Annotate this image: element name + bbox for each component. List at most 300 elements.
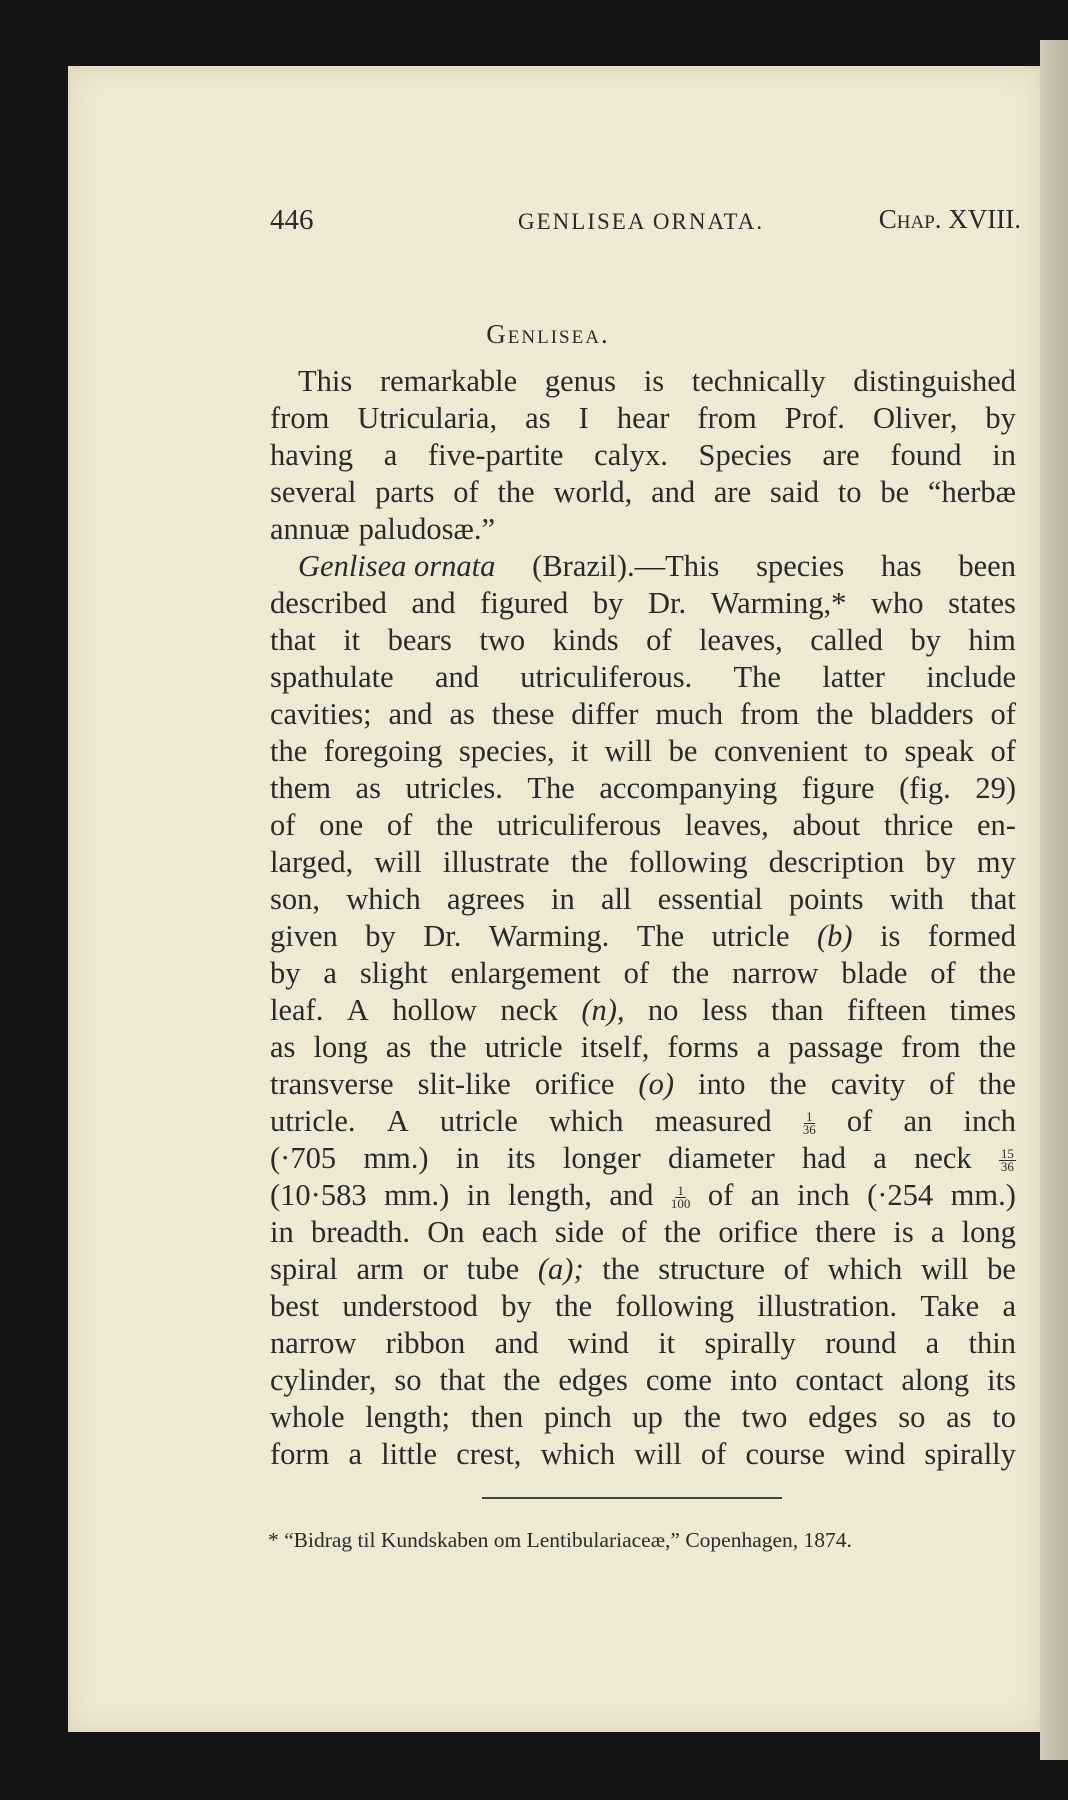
word: in [466, 1178, 491, 1212]
word: (10·583 [270, 1178, 367, 1212]
text-line [270, 1215, 1016, 1250]
word: and [411, 586, 456, 620]
word: an [750, 1178, 780, 1212]
word: Species [698, 438, 792, 472]
adjacent-page-edge [1040, 40, 1068, 1760]
word: On [427, 1215, 465, 1249]
word: little [381, 1437, 438, 1471]
word: cavity [830, 1067, 906, 1101]
word: a [756, 1030, 771, 1064]
word: genus [544, 364, 617, 398]
word: (·254 [867, 1178, 934, 1212]
word: the [978, 956, 1016, 990]
word: which [548, 1104, 624, 1138]
word: the [503, 1363, 541, 1397]
text-line [270, 401, 1016, 436]
fraction: $\frac{1}{36}$ [802, 1109, 816, 1137]
word: by [925, 845, 956, 879]
word: in [992, 438, 1016, 472]
word: which [827, 1252, 903, 1286]
word: Warming. [488, 919, 610, 953]
page-number: 446 [270, 204, 314, 236]
word: these [491, 697, 555, 731]
word: are [822, 438, 860, 472]
word: is [893, 1215, 914, 1249]
word: come [645, 1363, 712, 1397]
word: with [889, 882, 944, 916]
word: forms [667, 1030, 739, 1064]
word: utricles. [405, 771, 503, 805]
word: hollow [392, 993, 477, 1027]
word: side [554, 1215, 604, 1249]
word: of [646, 623, 672, 657]
word: long [961, 1215, 1016, 1249]
text-line [270, 1326, 1016, 1361]
word: found [890, 438, 962, 472]
italic-text: Genlisea ornata [298, 549, 496, 583]
word: I [578, 401, 589, 435]
word: utriculiferous. [520, 660, 693, 694]
word: by [270, 956, 301, 990]
word: a [323, 956, 337, 990]
word: be [987, 1252, 1016, 1286]
running-title: GENLISEA ORNATA. [518, 209, 765, 234]
word: of [783, 1252, 810, 1286]
word: technically [691, 364, 826, 398]
word: spathulate [270, 660, 394, 694]
word: The [527, 771, 575, 805]
word: the [554, 1289, 593, 1323]
word: bladders [870, 697, 974, 731]
word: diameter [668, 1141, 775, 1175]
word: edges [808, 1400, 878, 1434]
word: from [697, 401, 757, 435]
word: described [270, 586, 387, 620]
word: given [270, 919, 338, 953]
word: leaves, [684, 808, 769, 842]
text-line [270, 993, 1016, 1028]
word: mm.) [384, 1178, 450, 1212]
fraction: $\frac{1}{100}$ [670, 1183, 691, 1211]
word: the [602, 1252, 640, 1286]
word: having [270, 438, 354, 472]
word: who [871, 586, 924, 620]
text-line [270, 660, 1016, 695]
word: Oliver, [873, 401, 958, 435]
italic-text: (a); [537, 1252, 584, 1286]
italic-text: (o) [638, 1067, 674, 1101]
word: include [926, 660, 1016, 694]
word: to [837, 475, 862, 509]
word: utriculiferous [496, 808, 662, 842]
word: the [663, 1215, 702, 1249]
word: latter [822, 660, 885, 694]
text-line [270, 697, 1016, 732]
word: by [501, 1289, 532, 1323]
text-line [270, 1289, 1016, 1324]
word: about [792, 808, 861, 842]
word: course [745, 1437, 826, 1471]
italic-text: (b) [817, 919, 853, 953]
word: so [394, 1363, 422, 1397]
word: from [901, 1030, 961, 1064]
word: called [810, 623, 884, 657]
word: each [481, 1215, 538, 1249]
word: much [655, 697, 724, 731]
word: in [551, 882, 575, 916]
word: round [825, 1326, 897, 1360]
word: spirally [924, 1437, 1016, 1471]
word: there [815, 1215, 877, 1249]
word: has [880, 549, 922, 583]
word: figure [801, 771, 875, 805]
word: it [658, 1326, 676, 1360]
word: the [816, 697, 854, 731]
word: crest, [456, 1437, 522, 1471]
word: the [270, 734, 308, 768]
word: will [921, 1252, 969, 1286]
word: into [729, 1363, 778, 1397]
word: differ [571, 697, 639, 731]
word: description [768, 845, 905, 879]
word: two [479, 623, 526, 657]
word: (Brazil).—This [532, 549, 720, 583]
word: (·705 [270, 1141, 337, 1175]
text-line [270, 808, 1016, 843]
text-line [270, 734, 1016, 769]
word: length, [508, 1178, 592, 1212]
word: measured [654, 1104, 772, 1138]
word: several [270, 475, 357, 509]
word: cylinder, [270, 1363, 377, 1397]
word: the [429, 1030, 467, 1064]
word: is [643, 364, 665, 398]
word: as [525, 401, 551, 435]
word: by [910, 623, 941, 657]
word: Dr. [423, 919, 462, 953]
word: of [621, 1215, 647, 1249]
word: Dr. [648, 586, 687, 620]
word: distinguished [853, 364, 1016, 398]
word: best [270, 1289, 320, 1323]
word: and [494, 1326, 539, 1360]
word: no [647, 993, 679, 1027]
word: whole [270, 1400, 345, 1434]
text-line [270, 1437, 1016, 1472]
italic-text: (n), [581, 993, 625, 1027]
word: paludosæ.” [358, 512, 496, 546]
word: thrice [883, 808, 954, 842]
word: son, [270, 882, 320, 916]
word: orifice [534, 1067, 615, 1101]
text-line [270, 919, 1016, 954]
word: five-partite [427, 438, 564, 472]
word: the [570, 845, 608, 879]
word: contact [795, 1363, 884, 1397]
word: convenient [713, 734, 848, 768]
word: a [930, 1215, 945, 1249]
text-line [270, 1178, 1016, 1213]
word: that [439, 1363, 486, 1397]
word: This [298, 364, 353, 398]
word: that [270, 623, 316, 657]
word: from [270, 401, 330, 435]
word: are [713, 475, 752, 509]
word: by [592, 586, 624, 620]
word: illustration. [757, 1289, 898, 1323]
word: so [898, 1400, 926, 1434]
word: it [343, 623, 361, 657]
word: A [346, 993, 369, 1027]
word: (fig. [899, 771, 951, 805]
word: following [615, 1289, 735, 1323]
word: utricle [711, 919, 790, 953]
word: breadth. [310, 1215, 411, 1249]
word: than [770, 993, 824, 1027]
word: less [701, 993, 748, 1027]
word: “herbæ [927, 475, 1016, 509]
text-line [270, 956, 1016, 991]
word: of [990, 697, 1016, 731]
word: tube [466, 1252, 520, 1286]
word: length; [365, 1400, 450, 1434]
word: passage [788, 1030, 884, 1064]
word: a [925, 1326, 940, 1360]
word: states [948, 586, 1016, 620]
word: spiral [270, 1252, 338, 1286]
footnote: * “Bidrag til Kundskaben om Lentibulariaceæ,” Copenhagen, 1874. [268, 1528, 852, 1552]
word: the [683, 1400, 721, 1434]
word: mm.) [950, 1178, 1016, 1212]
word: narrow [732, 956, 819, 990]
word: blade [841, 956, 908, 990]
word: of [929, 1067, 955, 1101]
word: Warming,* [710, 586, 847, 620]
word: Utricularia, [357, 401, 498, 435]
word: leaf. [270, 993, 324, 1027]
word: itself, [580, 1030, 650, 1064]
word: world, [553, 475, 633, 509]
word: utricle. [270, 1104, 356, 1138]
word: inch [797, 1178, 850, 1212]
word: all [600, 882, 632, 916]
word: agrees [446, 882, 525, 916]
word: along [901, 1363, 970, 1397]
text-line [270, 512, 1016, 547]
text-line [270, 1363, 1016, 1398]
text-line [270, 845, 1016, 880]
word: formed [927, 919, 1016, 953]
word: said [769, 475, 820, 509]
word: by [365, 919, 396, 953]
word: hear [616, 401, 670, 435]
word: two [741, 1400, 788, 1434]
word: been [958, 549, 1016, 583]
word: that [970, 882, 1016, 916]
word: the [497, 475, 535, 509]
word: narrow [270, 1326, 357, 1360]
word: will [634, 1437, 682, 1471]
word: figured [480, 586, 569, 620]
word: be [668, 734, 698, 768]
word: to [864, 734, 889, 768]
word: long [313, 1030, 368, 1064]
text-line [270, 882, 1016, 917]
text-line [270, 438, 1016, 473]
word: Take [920, 1289, 980, 1323]
word: points [788, 882, 864, 916]
word: of [453, 475, 479, 509]
text-line [270, 549, 1016, 584]
text-line [270, 1141, 1016, 1176]
word: wind [844, 1437, 906, 1471]
word: slight [359, 956, 428, 990]
word: cavities; [270, 697, 372, 731]
word: be [880, 475, 910, 509]
word: neck [914, 1141, 972, 1175]
word: of [707, 1178, 734, 1212]
word: which [346, 882, 421, 916]
word: bears [387, 623, 452, 657]
word: as [355, 771, 381, 805]
word: and [609, 1178, 654, 1212]
word: and [434, 660, 479, 694]
word: will [374, 845, 422, 879]
word: accompanying [599, 771, 778, 805]
word: of [623, 956, 650, 990]
text-line [270, 1400, 1016, 1435]
word: by [985, 401, 1016, 435]
word: its [506, 1141, 536, 1175]
word: spirally [704, 1326, 796, 1360]
word: as [385, 1030, 412, 1064]
text-line [270, 1252, 1016, 1287]
word: en- [977, 808, 1016, 842]
chapter-label: Chap. XVIII. [878, 204, 1021, 234]
word: in [270, 1215, 294, 1249]
word: of [270, 808, 296, 842]
word: orifice [718, 1215, 798, 1249]
word: the [435, 808, 474, 842]
word: as [946, 1400, 972, 1434]
word: slit-like [417, 1067, 511, 1101]
word: its [987, 1363, 1016, 1397]
word: longer [562, 1141, 641, 1175]
word: speak [904, 734, 974, 768]
text-line [270, 1104, 1016, 1139]
word: a [1002, 1289, 1016, 1323]
word: understood [342, 1289, 478, 1323]
word: calyx. [594, 438, 668, 472]
word: or [422, 1252, 448, 1286]
word: of [990, 734, 1016, 768]
word: him [968, 623, 1016, 657]
word: transverse [270, 1067, 394, 1101]
word: utricle [439, 1104, 518, 1138]
word: pinch [543, 1400, 612, 1434]
word: structure [658, 1252, 765, 1286]
word: utricle [484, 1030, 563, 1064]
word: which [540, 1437, 616, 1471]
word: following [629, 845, 748, 879]
word: Prof. [784, 401, 845, 435]
text-line [270, 586, 1016, 621]
word: arm [356, 1252, 404, 1286]
word: of [846, 1104, 873, 1138]
word: my [976, 845, 1016, 879]
word: annuæ [270, 512, 350, 546]
word: ribbon [385, 1326, 466, 1360]
word: to [992, 1400, 1016, 1434]
word: foregoing [323, 734, 443, 768]
word: parts [375, 475, 435, 509]
text-line [270, 623, 1016, 658]
word: the [671, 956, 710, 990]
word: mm.) [363, 1141, 429, 1175]
word: The [636, 919, 685, 953]
word: wind [567, 1326, 629, 1360]
word: in [455, 1141, 480, 1175]
word: thin [968, 1326, 1016, 1360]
word: kinds [552, 623, 619, 657]
word: a [383, 438, 398, 472]
word: essential [657, 882, 763, 916]
section-title: Genlisea. [486, 319, 610, 349]
word: enlargement [450, 956, 601, 990]
word: form [270, 1437, 330, 1471]
word: an [903, 1104, 933, 1138]
text-line [270, 1067, 1016, 1102]
word: of [386, 808, 413, 842]
word: them [270, 771, 331, 805]
fraction: $\frac{15}{36}$ [1000, 1146, 1014, 1174]
word: the [978, 1030, 1016, 1064]
word: remarkable [379, 364, 518, 398]
word: times [949, 993, 1016, 1027]
word: then [470, 1400, 524, 1434]
word: of [930, 956, 956, 990]
word: a [348, 1437, 362, 1471]
text-line [270, 475, 1016, 510]
text-line [270, 771, 1016, 806]
word: larged, [270, 845, 354, 879]
word: The [733, 660, 781, 694]
word: is [880, 919, 901, 953]
word: a [873, 1141, 887, 1175]
word: A [386, 1104, 409, 1138]
word: will [604, 734, 653, 768]
word: illustrate [442, 845, 550, 879]
word: it [571, 734, 589, 768]
word: inch [963, 1104, 1016, 1138]
word: species, [458, 734, 555, 768]
word: fifteen [846, 993, 927, 1027]
word: one [319, 808, 364, 842]
word: the [978, 1067, 1016, 1101]
word: as [449, 697, 475, 731]
word: up [632, 1400, 663, 1434]
word: 29) [975, 771, 1016, 805]
word: and [388, 697, 433, 731]
word: edges [558, 1363, 628, 1397]
word: leaves, [698, 623, 783, 657]
footnote-rule [482, 1497, 782, 1499]
text-line [270, 364, 1016, 399]
word: of [700, 1437, 727, 1471]
text-line [270, 1030, 1016, 1065]
word: the [769, 1067, 807, 1101]
word: as [270, 1030, 296, 1064]
